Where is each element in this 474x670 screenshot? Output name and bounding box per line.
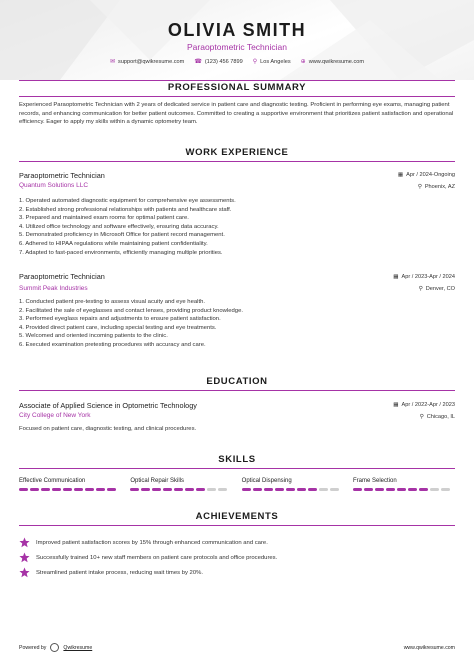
achievement-text: Streamlined patient intake process, reducing wait times by 20%. [36, 569, 203, 576]
skill-level-segment [441, 488, 450, 491]
education-heading: EDUCATION [206, 376, 268, 387]
powered-by-label: Powered by [19, 644, 47, 651]
skill-level-segment [152, 488, 161, 491]
skill-level-segment [174, 488, 183, 491]
education-location-text: Chicago, IL [426, 414, 455, 420]
phone-icon: ☎ [194, 59, 202, 65]
calendar-icon: ▦ [393, 402, 399, 408]
skill-level-segment [41, 488, 50, 491]
footer-powered [19, 643, 92, 652]
experience-heading: WORK EXPERIENCE [185, 147, 289, 158]
contact-bar [0, 58, 474, 65]
list-item: 3. Performed eyeglass repairs and adjustments to ensure patient satisfaction. [19, 316, 221, 323]
summary-heading: PROFESSIONAL SUMMARY [167, 82, 307, 93]
skill-level-segment [297, 488, 306, 491]
skill-level-segment [130, 488, 139, 491]
education-dates [393, 402, 455, 408]
skill-bar [130, 488, 232, 491]
website-text: www.qwikresume.com [308, 58, 365, 65]
skill-level-segment [85, 488, 94, 491]
skill-level-segment [218, 488, 227, 491]
list-item: 7. Adapted to fast-paced environments, efficiently managing multiple priorities. [19, 249, 223, 256]
email-text: support@qwikresume.com [118, 58, 185, 65]
contact-phone[interactable] [194, 58, 242, 65]
globe-icon: ⊕ [300, 59, 306, 65]
skill-name: Effective Communication [19, 478, 86, 484]
list-item: 5. Welcomed and oriented incoming patients to the clinic. [19, 333, 168, 340]
education-location [420, 414, 455, 420]
skill-level-segment [353, 488, 362, 491]
skill-level-segment [63, 488, 72, 491]
list-item: 4. Utilized office technology and software effectively, ensuring data accuracy. [19, 223, 219, 230]
achievement-text: Improved patient satisfaction scores by 15% through enhanced communication and care. [36, 539, 268, 546]
job-1-title: Paraoptometric Technician [19, 171, 105, 180]
skill-item [130, 478, 232, 491]
skill-level-segment [319, 488, 328, 491]
skill-level-segment [107, 488, 116, 491]
list-item: 1. Conducted patient pre-testing to assess visual acuity and eye health. [19, 299, 205, 305]
job-2-location-text: Denver, CO [425, 286, 455, 292]
skill-level-segment [275, 488, 284, 491]
experience-rule [19, 161, 455, 162]
job-1-bullets [19, 197, 449, 257]
list-item: 2. Established strong professional relationships with patients and healthcare staff. [19, 206, 232, 213]
skill-bar [242, 488, 344, 491]
job-1-company: Quantum Solutions LLC [19, 182, 89, 189]
skill-level-segment [408, 488, 417, 491]
skill-level-segment [96, 488, 105, 491]
email-icon: ✉ [109, 59, 116, 65]
skill-level-segment [330, 488, 339, 491]
skill-level-segment [375, 488, 384, 491]
skill-bar [353, 488, 455, 491]
summary-rule-top [19, 80, 455, 81]
achievements-heading: ACHIEVEMENTS [195, 511, 279, 522]
award-star-icon [19, 552, 30, 563]
calendar-icon: ▦ [397, 172, 404, 178]
skill-level-segment [30, 488, 39, 491]
achievement-text: Successfully trained 10+ new staff members on patient care protocols and office procedures. [36, 554, 278, 561]
skill-name: Optical Repair Skills [130, 478, 185, 484]
candidate-name: OLIVIA SMITH [167, 20, 307, 40]
achievements-rule [19, 525, 455, 526]
skills-row [19, 478, 455, 491]
education-rule [19, 390, 455, 391]
footer-website-link[interactable]: www.qwikresume.com [403, 644, 455, 651]
footer [19, 643, 455, 652]
skills-rule [19, 468, 455, 469]
list-item: 1. Operated automated diagnostic equipment for comprehensive eye assessments. [19, 198, 236, 204]
phone-text: (123) 456 7899 [204, 58, 243, 65]
skill-level-segment [253, 488, 262, 491]
skill-bar [19, 488, 121, 491]
skill-level-segment [242, 488, 251, 491]
achievement-item [19, 565, 455, 580]
list-item: 5. Demonstrated proficiency in Microsoft Office for patient record management. [19, 232, 225, 239]
achievement-item [19, 535, 455, 550]
skill-level-segment [163, 488, 172, 491]
skill-level-segment [308, 488, 317, 491]
job-2-location [419, 286, 455, 292]
location-pin-icon: ⚲ [417, 184, 422, 190]
education-dates-text: Apr / 2022-Apr / 2023 [401, 402, 455, 408]
job-2-company: Summit Peak Industries [19, 285, 88, 292]
job-1-location [418, 184, 455, 190]
skills-heading: SKILLS [218, 454, 256, 465]
skill-item [353, 478, 455, 491]
candidate-role: Paraoptometric Technician [186, 42, 287, 52]
qwikresume-logo-icon [50, 643, 59, 652]
location-pin-icon: ⚲ [252, 59, 258, 65]
skill-level-segment [397, 488, 406, 491]
footer-brand-link[interactable]: Qwikresume [63, 644, 93, 651]
achievement-item [19, 550, 455, 565]
job-2-dates [393, 274, 455, 280]
job-2-bullets [19, 298, 449, 350]
skill-level-segment [196, 488, 205, 491]
skill-name: Optical Dispensing [241, 478, 292, 484]
job-1-dates [398, 172, 455, 178]
contact-website[interactable] [301, 58, 364, 65]
job-2-dates-text: Apr / 2023-Apr / 2024 [401, 274, 455, 280]
skill-level-segment [286, 488, 295, 491]
skill-name: Frame Selection [352, 478, 397, 484]
location-pin-icon: ⚲ [418, 286, 423, 292]
skill-level-segment [52, 488, 61, 491]
summary-rule-bottom [19, 96, 455, 97]
skill-item [242, 478, 344, 491]
achievements-list [19, 535, 455, 580]
education-focus: Focused on patient care, diagnostic testing, and clinical procedures. [19, 426, 197, 432]
skill-level-segment [264, 488, 273, 491]
location-pin-icon: ⚲ [419, 414, 424, 420]
skill-level-segment [141, 488, 150, 491]
skill-level-segment [386, 488, 395, 491]
location-text: Los Angeles [260, 58, 291, 65]
summary-text: Experienced Paraoptometric Technician with 2 years of dedicated service in patient care and diagnostic testing. Proficient in performing eye exams, managing patient records, and enhancing communication for better patient outcomes. Committed to creating a supportive environment that prioritizes patient satisfaction and operational efficiency. Eager to apply my skills within a dynamic optometry team. [19, 102, 454, 126]
skill-level-segment [430, 488, 439, 491]
skill-level-segment [207, 488, 216, 491]
contact-location [253, 58, 291, 65]
award-star-icon [19, 537, 30, 548]
list-item: 6. Adhered to HIPAA regulations while maintaining patient confidentiality. [19, 240, 208, 247]
list-item: 2. Facilitated the sale of eyeglasses and contact lenses, providing product knowledge. [19, 307, 243, 314]
list-item: 3. Prepared and maintained exam rooms for optimal patient care. [19, 215, 189, 222]
job-1-location-text: Phoenix, AZ [424, 184, 455, 190]
education-degree: Associate of Applied Science in Optometric Technology [19, 401, 197, 410]
skill-item [19, 478, 121, 491]
skill-level-segment [185, 488, 194, 491]
skill-level-segment [364, 488, 373, 491]
job-2-title: Paraoptometric Technician [19, 272, 105, 281]
list-item: 4. Provided direct patient care, including special testing and eye treatments. [19, 324, 217, 331]
award-star-icon [19, 567, 30, 578]
education-school: City College of New York [19, 412, 91, 419]
skill-level-segment [19, 488, 28, 491]
skill-level-segment [74, 488, 83, 491]
contact-email[interactable] [110, 58, 184, 65]
job-1-dates-text: Apr / 2024-Ongoing [406, 172, 455, 178]
calendar-icon: ▦ [393, 274, 399, 280]
skill-level-segment [419, 488, 428, 491]
list-item: 6. Executed examination pretesting procedures with accuracy and care. [19, 341, 206, 348]
